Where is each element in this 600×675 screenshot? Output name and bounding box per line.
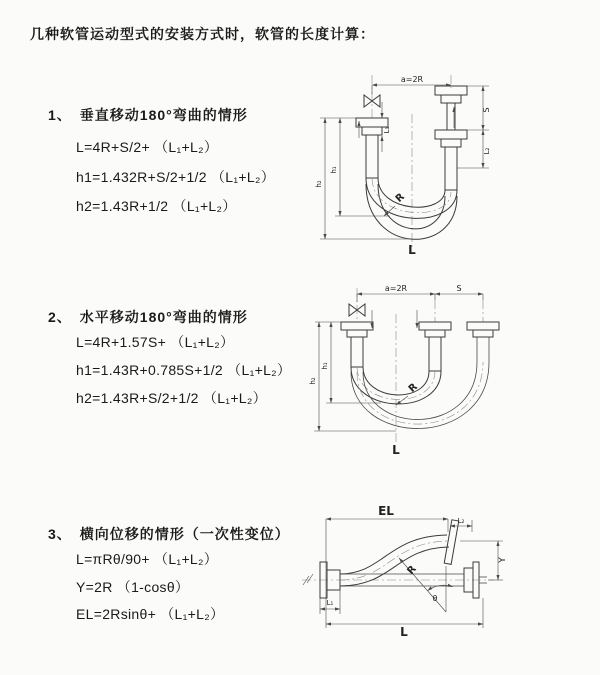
braided-hose-right — [445, 147, 457, 190]
diagram-horizontal-180-bend — [311, 284, 598, 464]
formula-s3-Y: Y=2R （1-cosθ） — [76, 579, 190, 595]
dim-label-a2r: a=2R — [384, 284, 408, 293]
formula-s1-L: L=4R+S/2+ （L₁+L₂） — [76, 139, 219, 155]
diagram-vertical-180-bend — [315, 72, 593, 264]
radius-label: R — [405, 563, 419, 577]
braided-hose-left — [366, 135, 378, 178]
centerlines — [372, 75, 451, 248]
hose-u-bend — [366, 178, 457, 239]
dimensions — [315, 75, 491, 257]
centerline-break-mark — [303, 574, 313, 585]
length-label: L — [392, 443, 400, 457]
dim-label-l1: L₁ — [383, 126, 391, 134]
radius-label: R — [393, 191, 407, 205]
section-2-number: 2、 — [48, 309, 72, 325]
formula-s3-EL: EL=2Rsinθ+ （L₁+L₂） — [76, 606, 225, 622]
formula-s2-L: L=4R+1.57S+ （L₁+L₂） — [76, 334, 235, 350]
length-label: L — [400, 625, 408, 639]
braided-hose-middle — [429, 337, 441, 371]
middle-pipe-fitting — [419, 322, 451, 371]
dim-label-h2: h₂ — [315, 180, 323, 188]
dim-label-a2r: a=2R — [400, 75, 424, 84]
dim-label-s: S — [456, 284, 462, 293]
formula-s1-h2: h2=1.43R+1/2 （L₁+L₂） — [76, 198, 237, 214]
page-title: 几种软管运动型式的安装方式时，软管的长度计算： — [30, 26, 375, 42]
section-3-number: 3、 — [48, 526, 72, 542]
left-pipe-fitting — [341, 322, 373, 367]
section-1-heading — [48, 105, 248, 125]
dim-label-h1: h₁ — [330, 166, 338, 174]
dim-label-s: S — [482, 107, 491, 113]
formula-s3-L: L=πRθ/90+ （L₁+L₂） — [76, 551, 219, 567]
dim-label-h2: h₂ — [309, 377, 317, 385]
section-3-title: 横向位移的情形（一次性变位） — [79, 526, 290, 542]
formula-s1-h1: h1=1.432R+S/2+1/2 （L₁+L₂） — [76, 169, 276, 185]
length-label: L — [408, 243, 416, 257]
dim-label-l2: L₂ — [457, 517, 465, 525]
hose-displaced-position — [340, 520, 459, 586]
dim-label-h1: h₁ — [321, 362, 329, 370]
centerlines — [357, 288, 483, 444]
angle-label: θ — [432, 594, 438, 603]
angle-construction — [399, 558, 453, 612]
section-1-title: 垂直移动180°弯曲的情形 — [79, 107, 248, 123]
section-3-heading — [48, 524, 290, 544]
tilted-flange — [444, 520, 459, 565]
dim-label-l1: L₁ — [326, 599, 334, 607]
diagram-lateral-displacement — [298, 502, 600, 657]
section-1-number: 1、 — [48, 107, 72, 123]
braided-hose-left — [351, 337, 363, 367]
dim-label-l2: L₂ — [483, 147, 491, 155]
section-2-title: 水平移动180°弯曲的情形 — [79, 309, 248, 325]
dim-label-el: EL — [378, 504, 394, 518]
right-pipe-fitting — [435, 86, 467, 190]
formula-s2-h2: h2=1.43R+S/2+1/2 （L₁+L₂） — [76, 390, 267, 406]
radius-label: R — [406, 381, 420, 395]
dim-label-y: Y — [498, 557, 508, 563]
radius-line — [399, 558, 446, 612]
section-2-heading — [48, 307, 248, 327]
hose-u-bend-displaced — [351, 362, 489, 429]
right-pipe-fitting-displaced — [467, 322, 499, 362]
formula-s2-h1: h1=1.43R+0.785S+1/2 （L₁+L₂） — [76, 362, 292, 378]
